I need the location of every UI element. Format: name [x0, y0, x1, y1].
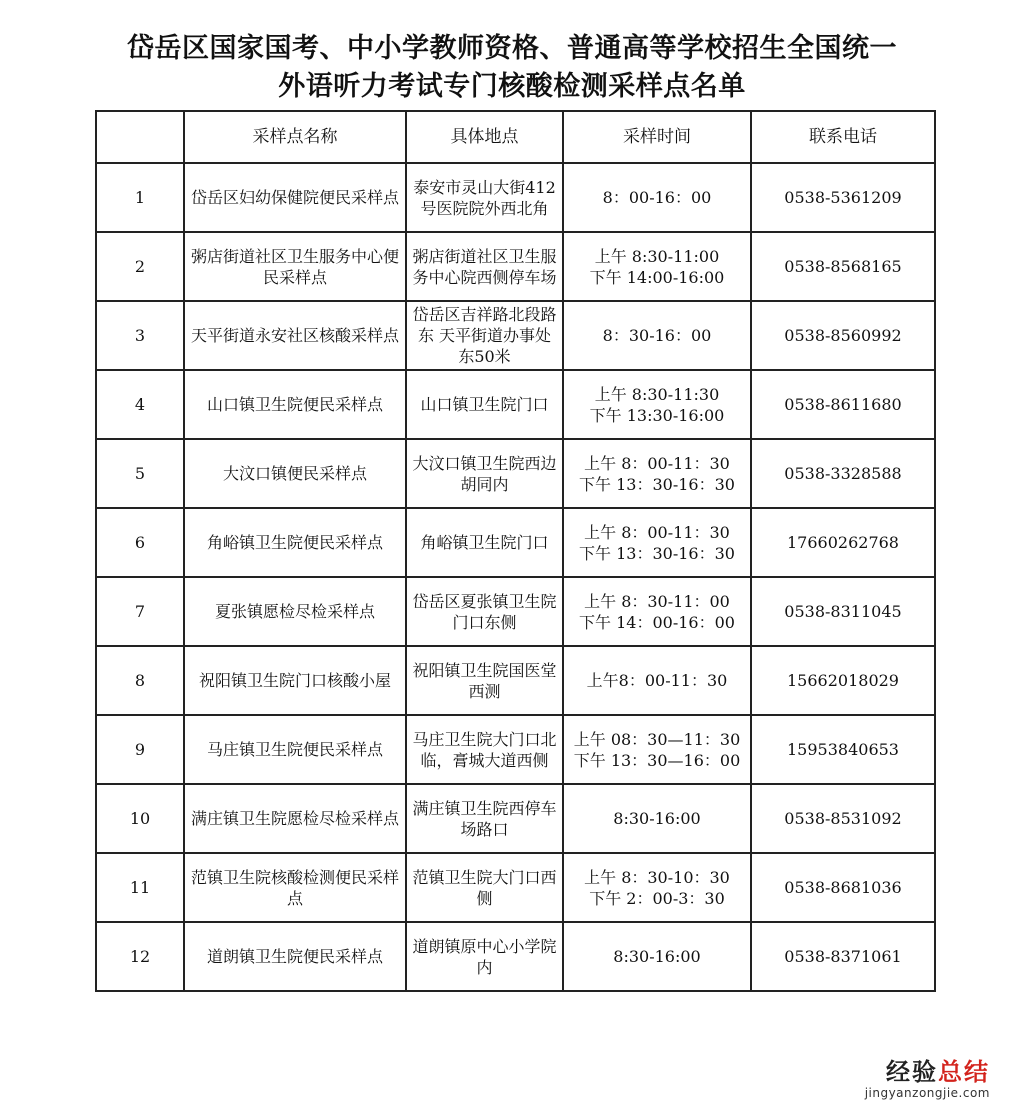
site-name-cell: 粥店街道社区卫生服务中心便民采样点: [184, 232, 406, 301]
site-name-cell: 道朗镇卫生院便民采样点: [184, 922, 406, 991]
watermark-url: jingyanzongjie.com: [864, 1086, 990, 1100]
phone-cell: 15662018029: [751, 646, 935, 715]
site-name-cell: 天平街道永安社区核酸采样点: [184, 301, 406, 370]
time-line: 上午 8：00-11：30: [584, 522, 730, 542]
time-line: 下午 13：30-16：30: [579, 543, 735, 563]
location-cell: 岱岳区夏张镇卫生院门口东侧: [406, 577, 563, 646]
time-cell: [563, 715, 751, 784]
time-line: 上午 8:30-11:00: [594, 246, 720, 266]
site-name-cell: 大汶口镇便民采样点: [184, 439, 406, 508]
time-line: 8:30-16:00: [613, 809, 701, 828]
time-cell: [563, 784, 751, 853]
header-phone: 联系电话: [751, 111, 935, 163]
table-row: [96, 577, 935, 646]
location-cell: 岱岳区吉祥路北段路东 天平街道办事处东50米: [406, 301, 563, 370]
time-line: 上午 8：30-10：30: [584, 867, 730, 887]
location-cell: 粥店街道社区卫生服务中心院西侧停车场: [406, 232, 563, 301]
table-header-row: [96, 111, 935, 163]
location-cell: 祝阳镇卫生院国医堂西测: [406, 646, 563, 715]
table-row: [96, 439, 935, 508]
time-line: 上午 8:30-11:30: [594, 384, 720, 404]
location-cell: 马庄卫生院大门口北临，膏城大道西侧: [406, 715, 563, 784]
time-cell: [563, 646, 751, 715]
time-cell: [563, 163, 751, 232]
time-line: 下午 2：00-3：30: [589, 888, 725, 908]
table-row: [96, 715, 935, 784]
time-line: 下午 13：30—16：00: [573, 750, 741, 770]
location-cell: 满庄镇卫生院西停车场路口: [406, 784, 563, 853]
location-cell: 角峪镇卫生院门口: [406, 508, 563, 577]
time-line: 上午 8：00-11：30: [584, 453, 730, 473]
location-cell: 道朗镇原中心小学院内: [406, 922, 563, 991]
phone-cell: 0538-8311045: [751, 577, 935, 646]
row-number-cell: 1: [96, 163, 184, 232]
sampling-sites-table: [95, 110, 936, 992]
header-no: [96, 111, 184, 163]
phone-cell: 0538-5361209: [751, 163, 935, 232]
time-line: 下午 13：30-16：30: [579, 474, 735, 494]
time-line: 下午 13:30-16:00: [589, 405, 725, 425]
time-line: 上午 08：30—11：30: [573, 729, 741, 749]
table-row: [96, 301, 935, 370]
site-name-cell: 范镇卫生院核酸检测便民采样点: [184, 853, 406, 922]
row-number-cell: 4: [96, 370, 184, 439]
site-name-cell: 马庄镇卫生院便民采样点: [184, 715, 406, 784]
site-name-cell: 山口镇卫生院便民采样点: [184, 370, 406, 439]
location-cell: 范镇卫生院大门口西侧: [406, 853, 563, 922]
watermark-text: [865, 1058, 990, 1086]
row-number-cell: 6: [96, 508, 184, 577]
row-number-cell: 7: [96, 577, 184, 646]
row-number-cell: 11: [96, 853, 184, 922]
site-name-cell: 满庄镇卫生院愿检尽检采样点: [184, 784, 406, 853]
time-cell: [563, 922, 751, 991]
table-row: [96, 508, 935, 577]
table-body: [96, 163, 935, 991]
row-number-cell: 8: [96, 646, 184, 715]
location-cell: 泰安市灵山大街412号医院院外西北角: [406, 163, 563, 232]
row-number-cell: 10: [96, 784, 184, 853]
table-row: [96, 370, 935, 439]
header-site-name: 采样点名称: [184, 111, 406, 163]
time-cell: [563, 370, 751, 439]
phone-cell: 17660262768: [751, 508, 935, 577]
title-line-1: 岱岳区国家国考、中小学教师资格、普通高等学校招生全国统一: [127, 33, 897, 64]
location-cell: 大汶口镇卫生院西边胡同内: [406, 439, 563, 508]
time-cell: [563, 301, 751, 370]
row-number-cell: 3: [96, 301, 184, 370]
site-name-cell: 岱岳区妇幼保健院便民采样点: [184, 163, 406, 232]
time-cell: [563, 232, 751, 301]
table-row: [96, 784, 935, 853]
row-number-cell: 12: [96, 922, 184, 991]
phone-cell: 0538-8681036: [751, 853, 935, 922]
header-location: 具体地点: [406, 111, 563, 163]
table-row: [96, 922, 935, 991]
time-cell: [563, 439, 751, 508]
phone-cell: 0538-8568165: [751, 232, 935, 301]
watermark-logo: [865, 1058, 990, 1100]
site-name-cell: 角峪镇卫生院便民采样点: [184, 508, 406, 577]
phone-cell: 0538-3328588: [751, 439, 935, 508]
time-cell: [563, 577, 751, 646]
header-sampling-time: 采样时间: [563, 111, 751, 163]
time-line: 上午 8：30-11：00: [584, 591, 730, 611]
row-number-cell: 5: [96, 439, 184, 508]
location-cell: 山口镇卫生院门口: [406, 370, 563, 439]
phone-cell: 15953840653: [751, 715, 935, 784]
watermark-part-2: 总结: [938, 1058, 990, 1086]
row-number-cell: 2: [96, 232, 184, 301]
phone-cell: 0538-8560992: [751, 301, 935, 370]
table-row: [96, 232, 935, 301]
time-line: 下午 14：00-16：00: [579, 612, 735, 632]
time-line: 8:30-16:00: [613, 947, 701, 966]
time-cell: [563, 508, 751, 577]
site-name-cell: 夏张镇愿检尽检采样点: [184, 577, 406, 646]
row-number-cell: 9: [96, 715, 184, 784]
document-title: [0, 30, 1024, 106]
time-line: 8：30-16：00: [602, 326, 712, 345]
time-line: 下午 14:00-16:00: [589, 267, 725, 287]
watermark-part-1: 经验: [886, 1058, 938, 1086]
time-cell: [563, 853, 751, 922]
table-row: [96, 163, 935, 232]
time-line: 8：00-16：00: [602, 188, 712, 207]
table-row: [96, 853, 935, 922]
title-line-2: 外语听力考试专门核酸检测采样点名单: [278, 71, 746, 102]
phone-cell: 0538-8531092: [751, 784, 935, 853]
phone-cell: 0538-8611680: [751, 370, 935, 439]
time-line: 上午8：00-11：30: [586, 671, 728, 690]
site-name-cell: 祝阳镇卫生院门口核酸小屋: [184, 646, 406, 715]
phone-cell: 0538-8371061: [751, 922, 935, 991]
table-row: [96, 646, 935, 715]
